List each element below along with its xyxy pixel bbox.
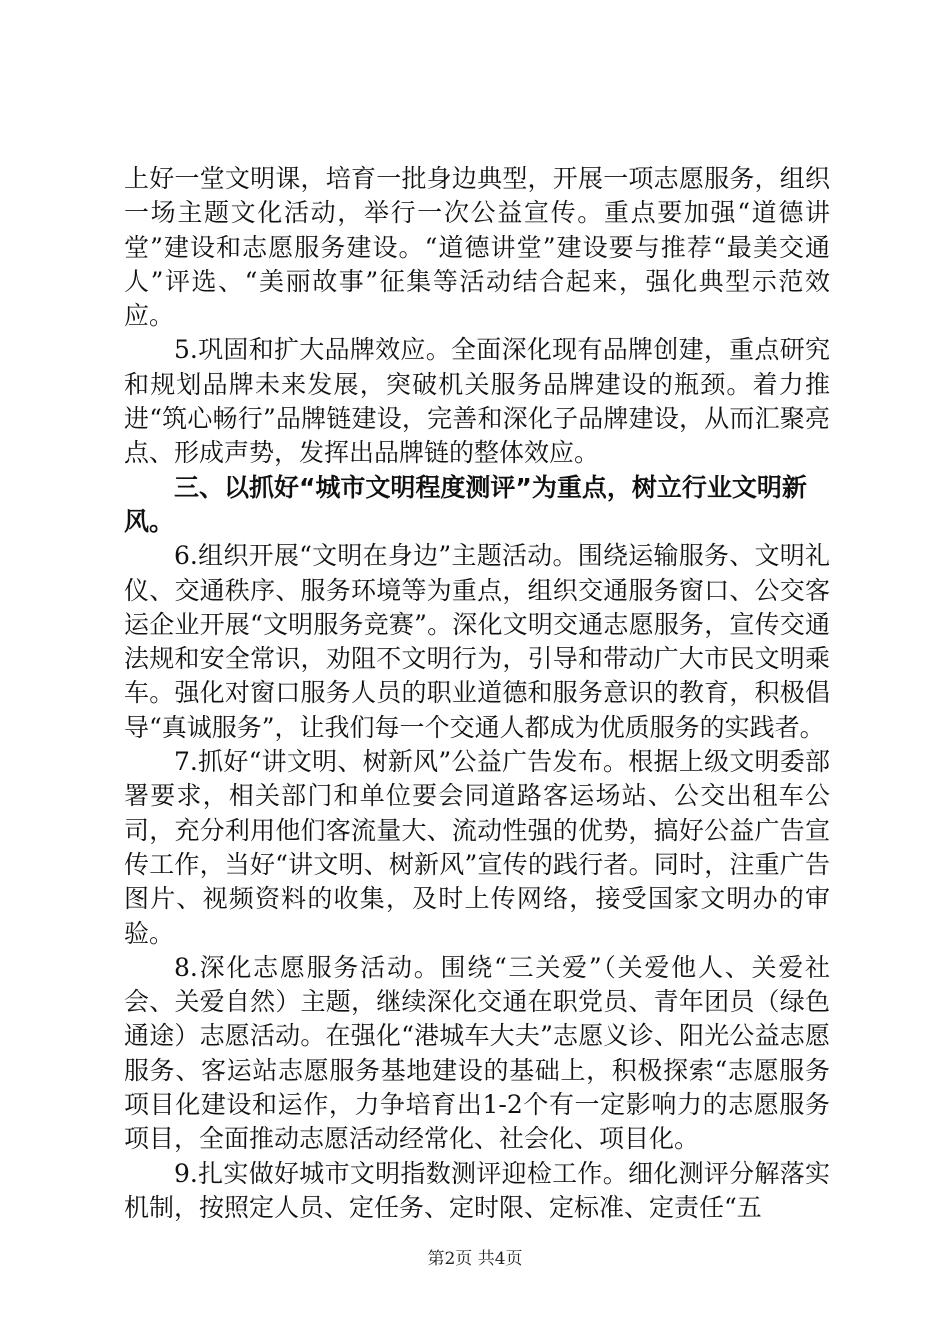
page-footer: 第2页 共4页 xyxy=(427,1249,523,1269)
document-body xyxy=(124,162,830,1225)
paragraph-item-7: 7.抓好“讲文明、树新风”公益广告发布。根据上级文明委部署要求，相关部门和单位要会同道路客运场站、公交出租车公司，充分利用他们客流量大、流动性强的优势，搞好公益广告宣传工作，当好“讲文明、树新风”宣传的践行者。同时，注重广告图片、视频资料的收集，及时上传网络，接受国家文明办的审验。 xyxy=(124,747,830,948)
paragraph-item-5: 5.巩固和扩大品牌效应。全面深化现有品牌创建，重点研究和规划品牌未来发展，突破机关服务品牌建设的瓶颈。着力推进“筑心畅行”品牌链建设，完善和深化子品牌建设，从而汇聚亮点、形成声势，发挥出品牌链的整体效应。 xyxy=(124,335,830,468)
section-heading-3: 三、以抓好“城市文明程度测评”为重点，树立行业文明新风。 xyxy=(124,472,807,536)
paragraph-continued: 上好一堂文明课，培育一批身边典型，开展一项志愿服务，组织一场主题文化活动，举行一次公益宣传。重点要加强“道德讲堂”建设和志愿服务建设。“道德讲堂”建设要与推荐“最美交通人”评选、“美丽故事”征集等活动结合起来，强化典型示范效应。 xyxy=(124,164,830,331)
paragraph-item-8: 8.深化志愿服务活动。围绕“三关爱”（关爱他人、关爱社会、关爱自然）主题，继续深化交通在职党员、青年团员（绿色通途）志愿活动。在强化“港城车大夫”志愿义诊、阳光公益志愿服务、客运站志愿服务基地建设的基础上，积极探索“志愿服务项目化建设和运作，力争培育出1-2个有一定影响力的志愿服务项目，全面推动志愿活动经常化、社会化、项目化。 xyxy=(124,952,830,1154)
paragraph-item-6: 6.组织开展“文明在身边”主题活动。围绕运输服务、文明礼仪、交通秩序、服务环境等为重点，组织交通服务窗口、公交客运企业开展“文明服务竞赛”。深化文明交通志愿服务，宣传交通法规和安全常识，劝阻不文明行为，引导和带动广大市民文明乘车。强化对窗口服务人员的职业道德和服务意识的教育，积极倡导“真诚服务”，让我们每一个交通人都成为优质服务的实践者。 xyxy=(124,541,830,742)
paragraph-item-9: 9.扎实做好城市文明指数测评迎检工作。细化测评分解落实机制，按照定人员、定任务、定时限、定标准、定责任“五 xyxy=(124,1158,830,1222)
